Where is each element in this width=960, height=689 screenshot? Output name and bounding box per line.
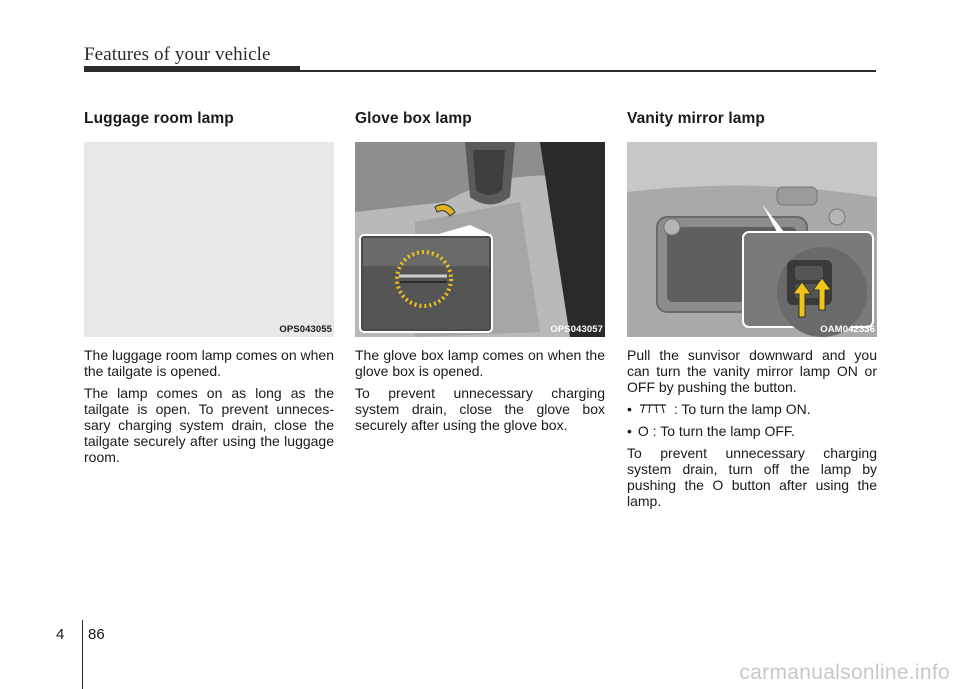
paragraph: To prevent unnecessary charging system drain, close the glove box securely after using the glove box. <box>355 385 605 433</box>
bullet-lamp-on: • : To turn the lamp ON. <box>627 401 811 417</box>
vanity-mirror-figure <box>627 142 877 337</box>
watermark: carmanualsonline.info <box>739 661 950 684</box>
bullet-text: : To turn the lamp ON. <box>673 401 811 417</box>
paragraph: The lamp comes on as long as the tailgate is open. To prevent unneces-sary charging system drain, close the tailgate securely after using the luggage room. <box>84 385 334 465</box>
paragraph: The glove box lamp comes on when the glove box is opened. <box>355 347 605 379</box>
header-rule-thick <box>84 66 300 72</box>
glove-box-figure <box>355 142 605 337</box>
vanity-mirror-illustration <box>627 142 877 337</box>
section-heading: Luggage room lamp <box>84 110 234 127</box>
page-number: 86 <box>88 626 105 643</box>
section-number: 4 <box>56 626 65 643</box>
header-title: Features of your vehicle <box>84 44 271 65</box>
bullet-lamp-off: • O : To turn the lamp OFF. <box>627 423 795 439</box>
luggage-room-lamp-section <box>84 110 334 471</box>
figure-code: OAM042336 <box>820 324 875 335</box>
figure-code: OPS043055 <box>279 324 332 335</box>
glove-box-lamp-section <box>355 110 605 439</box>
paragraph: Pull the sunvisor downward and you can turn the vanity mirror lamp ON or OFF by pushing the button. <box>627 347 877 395</box>
page-divider <box>82 620 83 689</box>
lamp-on-symbol-icon <box>638 403 668 415</box>
luggage-room-figure <box>84 142 334 337</box>
paragraph: To prevent unnecessary charging system drain, turn off the lamp by pushing the O button after using the lamp. <box>627 445 877 509</box>
bullet-text: O : To turn the lamp OFF. <box>637 423 795 439</box>
section-heading: Glove box lamp <box>355 110 472 127</box>
glove-box-illustration <box>355 142 605 337</box>
vanity-mirror-lamp-section <box>627 110 877 515</box>
paragraph: The luggage room lamp comes on when the tailgate is opened. <box>84 347 334 379</box>
section-heading: Vanity mirror lamp <box>627 110 765 127</box>
header-rule-thin <box>300 70 876 72</box>
figure-code: OPS043057 <box>550 324 603 335</box>
